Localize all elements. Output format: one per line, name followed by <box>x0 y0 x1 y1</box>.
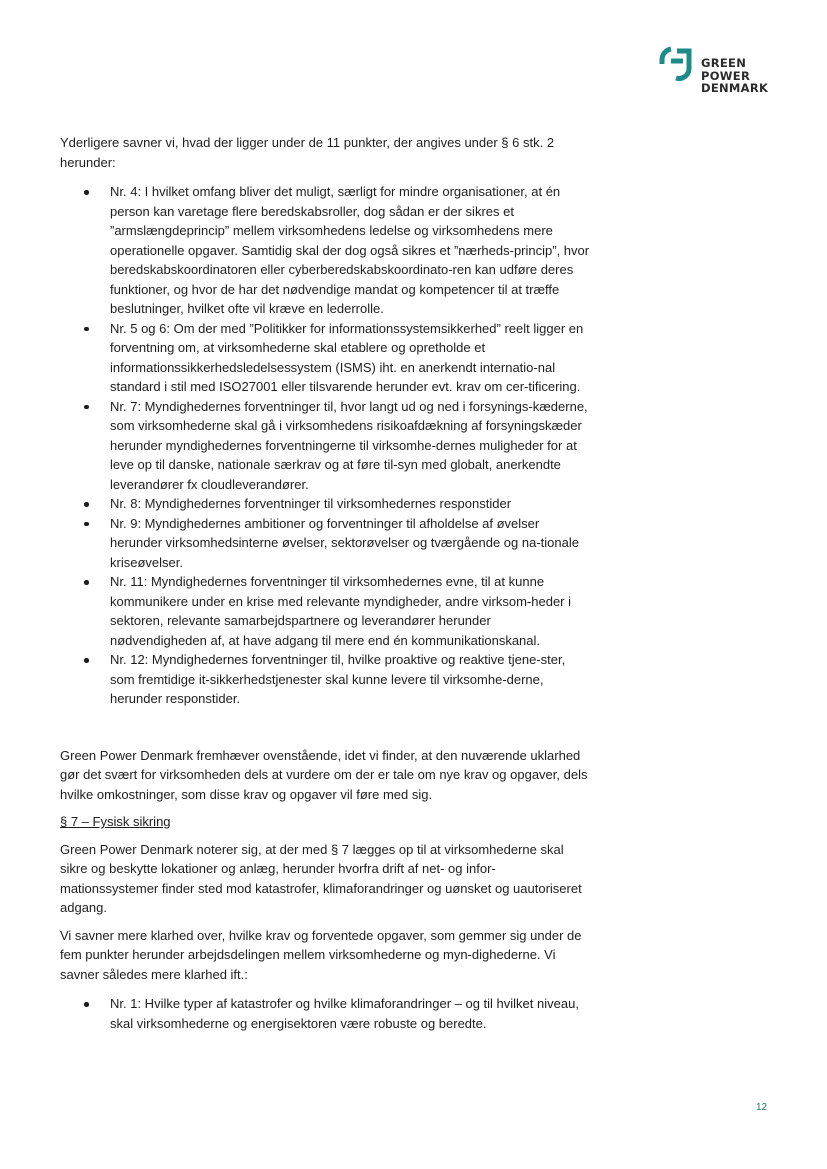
logo-line-denmark: DENMARK <box>701 81 769 95</box>
intro-paragraph: Yderligere savner vi, hvad der ligger under de 11 punkter, der angives under § 6 stk. 2 herunder: <box>60 135 555 170</box>
page-number: 12 <box>756 1102 768 1113</box>
logo-line-green: GREEN <box>701 56 747 70</box>
list-item: Nr. 4: I hvilket omfang bliver det muligt, særligt for mindre organisationer, at én person kan varetage flere beredskabsroller, dog sådan er der sikres et ”armslængdeprincip” mellem virksomhedens ledelse og virksomhedens mere operationelle opgaver. Samtidig skal der dog også sikres et ”nærheds-princip”, hvor beredskabskoordinatoren eller cyberberedskabskoordinato-ren kan udføre deres funktioner, og hvor de har det nødvendige mandat og kompetencer til at træffe beslutninger, hvilket ofte vil kræve en lederrolle. <box>110 182 590 319</box>
list-item: Nr. 5 og 6: Om der med ”Politikker for informationssystemsikkerhed” reelt ligger en forventning om, at virksomhederne skal etablere og opretholde et informationssikkerhedsledelsessystem (ISMS) iht. en anerkendt internatio-nal standard i stil med ISO27001 eller tilsvarende herunder evt. krav om cer-tificering. <box>110 319 590 397</box>
list-item: Nr. 8: Myndighedernes forventninger til virksomhedernes responstider <box>110 494 590 514</box>
list-item: Nr. 12: Myndighedernes forventninger til, hvilke proaktive og reaktive tjene-ster, som fremtidige it-sikkerhedstjenester skal kunne levere til virksomhe-derne, herunder responstider. <box>110 650 590 709</box>
emphasis-paragraph: Green Power Denmark fremhæver ovenstående, idet vi finder, at den nuværende uklarhed gør det svært for virksomheden dels at vurdere om der er tale om nye krav og opgaver, dels hvilke omkostninger, som disse krav og opgaver vil føre med sig. <box>60 747 588 802</box>
lacks-clarity-paragraph: Vi savner mere klarhed over, hvilke krav og forventede opgaver, som gemmer sig under de fem punkter herunder arbejdsdelingen mellem virksomhederne og myn-dighederne. Vi savner således mere klarhed ift.: <box>60 927 582 982</box>
notes-paragraph: Green Power Denmark noterer sig, at der med § 7 lægges op til at virksomhederne skal sikre og beskytte lokationer og anlæg, herunder hvorfra drift af net- og infor-mationssystemer finder sted mod katastrofer, klimaforandringer og uønsket og uautoriseret adgang. <box>60 841 582 915</box>
list-item: Nr. 11: Myndighedernes forventninger til virksomhedernes evne, til at kunne kommunikere under en krise med relevante myndigheder, andre virksom-heder i sektoren, relevante samarbejdspartnere og leverandører herunder nødvendigheden af, at have adgang til mere end én kommunikationskanal. <box>110 572 590 650</box>
document-body <box>60 133 590 1033</box>
section-heading: § 7 – Fysisk sikring <box>60 814 171 829</box>
list-item: Nr. 1: Hvilke typer af katastrofer og hvilke klimaforandringer – og til hvilket niveau, skal virksomhederne og energisektoren være robuste og beredte. <box>110 994 590 1033</box>
logo-mark-icon <box>657 45 697 85</box>
section-6-bullet-list <box>60 182 590 709</box>
logo-line-power: POWER <box>701 68 751 83</box>
list-item: Nr. 7: Myndighedernes forventninger til, hvor langt ud og ned i forsynings-kæderne, som virksomhederne skal gå i virksomhedens risikoafdækning af forsyningskæder herunder myndighedernes forventningerne til virksomhe-dernes muligheder for at leve op til danske, nationale særkrav og at føre til-syn med globalt, anerkendte leverandører fx cloudleverandører. <box>110 397 590 495</box>
logo-wordmark <box>701 57 768 95</box>
green-power-denmark-logo <box>657 45 777 97</box>
section-7-bullet-list <box>60 994 590 1033</box>
list-item: Nr. 9: Myndighedernes ambitioner og forventninger til afholdelse af øvelser herunder virksomhedsinterne øvelser, sektorøvelser og tværgående og na-tionale kriseøvelser. <box>110 514 590 573</box>
